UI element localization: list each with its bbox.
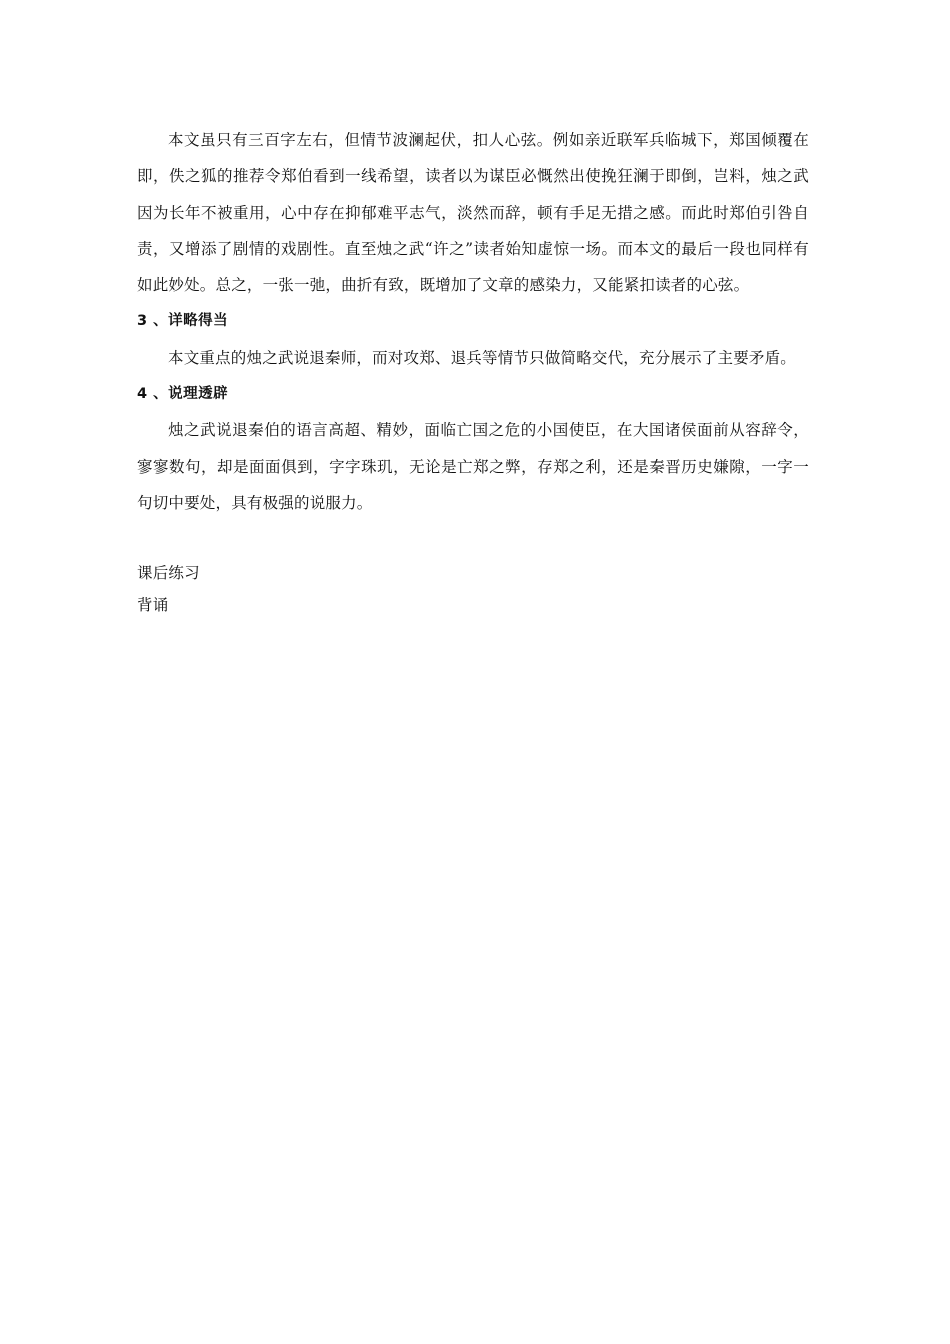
exercise-title: 课后练习 [137,564,200,583]
exercise-item: 背诵 [137,596,169,615]
section-heading-detail: 3 、详略得当 [137,313,229,330]
section-heading-reasoning: 4 、说理透辟 [137,386,229,403]
spacer [137,521,809,557]
paragraph-detail: 本文重点的烛之武说退秦师，而对攻郑、退兵等情节只做简略交代，充分展示了主要矛盾。 [168,348,797,367]
paragraph-reasoning: 烛之武说退秦伯的语言高超、精妙，面临亡国之危的小国使臣，在大国诸侯面前从容辞令，寥寥数句，却是面面俱到，字字珠玑，无论是亡郑之弊，存郑之利，还是秦晋历史嫌隙，一字一句切中要处，具有极强的说服力。 [137,421,809,512]
paragraph-plot: 本文虽只有三百字左右，但情节波澜起伏，扣人心弦。例如亲近联军兵临城下，郑国倾覆在即，佚之狐的推荐令郑伯看到一线希望，读者以为谋臣必慨然出使挽狂澜于即倒，岂料，烛之武因为长年不被重用，心中存在抑郁难平志气，淡然而辞，顿有手足无措之感。而此时郑伯引咎自责，又增添了剧情的戏剧性。直至烛之武“许之”读者始知虚惊一场。而本文的最后一段也同样有如此妙处。总之，一张一弛，曲折有致，既增加了文章的感染力，又能紧扣读者的心弦。 [137,131,809,295]
document-body [137,122,809,621]
